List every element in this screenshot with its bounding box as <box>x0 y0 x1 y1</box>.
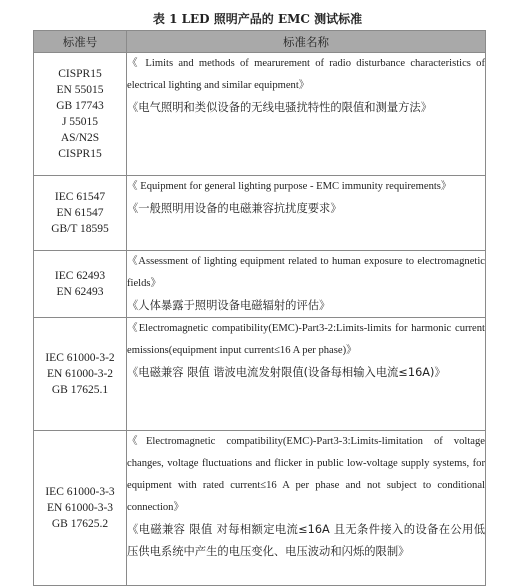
standard-name <box>127 318 486 431</box>
standard-number: EN 61000-3-3 <box>46 502 114 514</box>
standard-number: EN 55015 <box>56 84 104 96</box>
header-standard-number: 标准号 <box>34 31 127 53</box>
standard-numbers <box>34 251 127 318</box>
standard-numbers <box>34 53 127 176</box>
standard-name-english: 《 Limits and methods of mearurement of radio disturbance characteristics of electrical lighting and similar equipment》 <box>127 58 485 91</box>
standard-number: EN 61547 <box>56 207 104 219</box>
standard-name <box>127 176 486 251</box>
table-row <box>34 176 486 251</box>
standard-name <box>127 431 486 586</box>
standard-name-chinese: 《人体暴露于照明设备电磁辐射的评估》 <box>127 299 331 312</box>
standard-number: GB 17743 <box>56 100 104 112</box>
standard-number: EN 62493 <box>56 286 104 298</box>
table-row <box>34 318 486 431</box>
standard-number: GB 17625.1 <box>51 384 109 396</box>
standard-numbers <box>34 318 127 431</box>
standard-number: CISPR15 <box>58 68 102 80</box>
standard-name-english: 《Assessment of lighting equipment related to human exposure to electromagnetic fields》 <box>127 256 485 289</box>
standard-numbers <box>34 431 127 586</box>
standard-name-chinese: 《电气照明和类似设备的无线电骚扰特性的限值和测量方法》 <box>127 101 433 114</box>
table-row <box>34 251 486 318</box>
standard-number: CISPR15 <box>58 148 102 160</box>
standard-name-chinese: 《电磁兼容 限值 谐波电流发射限值(设备每相输入电流≤16A)》 <box>127 366 446 379</box>
standard-name-chinese: 《电磁兼容 限值 对每相额定电流≤16A 且无条件接入的设备在公用低压供电系统中产生的电压变化、电压波动和闪烁的限制》 <box>127 523 485 558</box>
table-row <box>34 53 486 176</box>
standard-numbers <box>34 176 127 251</box>
standard-number: GB/T 18595 <box>51 223 109 235</box>
table-caption: 表 1 LED 照明产品的 EMC 测试标准 <box>152 12 363 26</box>
standard-number: IEC 62493 <box>54 270 106 282</box>
standard-name-english: 《 Equipment for general lighting purpose - EMC immunity requirements》 <box>127 181 452 192</box>
standard-number: J 55015 <box>61 116 99 128</box>
standard-name-english: 《Electromagnetic compatibility(EMC)-Part3-2:Limits-limits for harmonic current emissions(equipment input current≤16 A per phase)》 <box>127 323 485 356</box>
emc-standards-table <box>33 30 486 586</box>
standard-number: AS/N2S <box>60 132 100 144</box>
standard-name-chinese: 《一般照明用设备的电磁兼容抗扰度要求》 <box>127 202 342 215</box>
standard-number: EN 61000-3-2 <box>46 368 114 380</box>
header-standard-name: 标准名称 <box>127 31 486 53</box>
standard-number: IEC 61547 <box>54 191 106 203</box>
standard-name-english: 《Electromagnetic compatibility(EMC)-Part3-3:Limits-limitation of voltage changes, voltage fluctuations and flicker in public low-voltage supply systems, for equipment with rated current≤16 A per phase and not subject to conditional connection》 <box>127 436 485 513</box>
table-row <box>34 431 486 586</box>
standard-number: IEC 61000-3-3 <box>45 486 115 498</box>
standard-name <box>127 251 486 318</box>
standard-number: IEC 61000-3-2 <box>45 352 115 364</box>
table-header-row <box>34 31 486 53</box>
standard-name <box>127 53 486 176</box>
standard-number: GB 17625.2 <box>51 518 109 530</box>
